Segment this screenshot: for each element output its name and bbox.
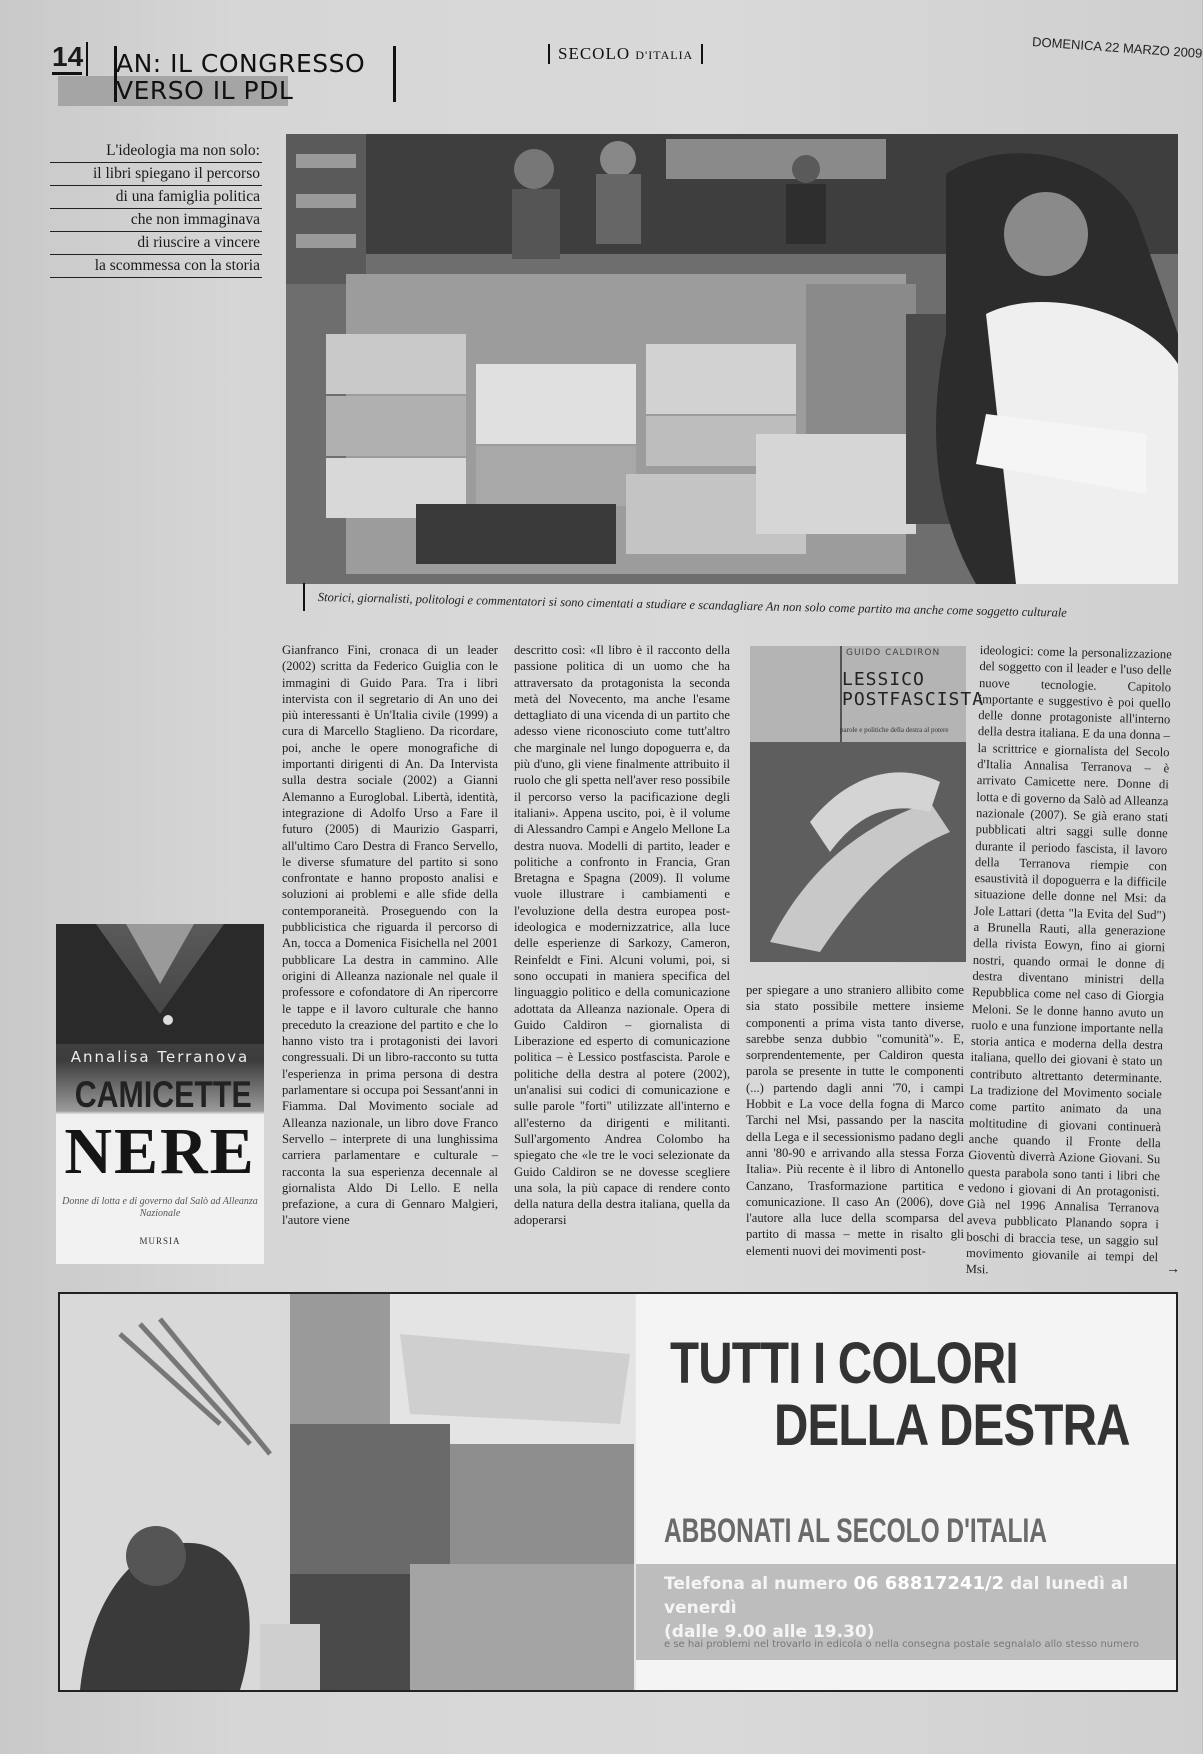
- deck: [50, 140, 262, 278]
- book-subtitle: Donne di lotta e di governo dal Salò ad Alleanza Nazionale: [62, 1196, 258, 1219]
- ad-phone-days: dal lunedì al venerdì: [664, 1574, 1129, 1618]
- book-title: [842, 670, 984, 710]
- book-title-line1: CAMICETTE: [74, 1074, 252, 1115]
- ad-phone-text: Telefona al numero: [664, 1574, 848, 1594]
- book-publisher: MURSIA: [139, 1236, 181, 1246]
- photo-caption: Storici, giornalisti, politologi e commentatori si sono cimentati a studiare e scandagliare An non solo come partito ma anche come soggetto culturale: [317, 590, 1067, 620]
- deck-line: L'ideologia ma non solo:: [50, 140, 262, 163]
- deck-line: di una famiglia politica: [50, 186, 262, 209]
- bookstore-photo: [286, 134, 1178, 584]
- book-subtitle: parole e politiche della destra al potere: [840, 726, 949, 734]
- ad-call-to-action: ABBONATI AL SECOLO D'ITALIA: [664, 1512, 1047, 1550]
- book-title-line2: NERE: [64, 1115, 256, 1188]
- book-title-line2: POSTFASCISTA: [842, 689, 985, 710]
- article-column-4: ideologici: come la personalizzazione del soggetto con il leader e l'uso delle nuove tecnologie. Capitolo importante e suggestivo è poi quello delle donne protagoniste all'interno della destra italiana. E da una donna – la scrittrice e giornalista del Secolo d'Italia Annalisa Terranova – è arrivato Camicette nere. Donne di lotta e di governo da Salò ad Alleanza nazionale (2007). Se già erano stati pubblicati altri saggi sulle donne durante il periodo fascista, il lavoro della Terranova riempie con esaustività il dopoguerra e la difficile situazione delle donne nel Msi: da Jole Lattari (detta "la Evita del Sud") a Brunella Rauti, alla generazione della rivista Eowyn, fino ai giorni nostri, quando ormai le donne di destra diventano ministri della Repubblica come nel caso di Giorgia Meloni. Se le donne hanno avuto un ruolo e una funzione importante nella storia antica e moderna della destra italiana, quello dei giovani è stato un contributo altrettanto determinante. La tradizione del Movimento sociale come partito animato da una moltitudine di giovani continuerà anche quando il Fronte della Gioventù diverrà Azione Giovani. Su questa parabola sono tanti i libri che vedono i giovani di An protagonisti. Già nel 1996 Annalisa Terranova aveva pubblicato Planando sopra i boschi di braccia tese, un saggio sul movimento giovanile ai tempi del Msi.: [965, 642, 1172, 1277]
- article-column-2: descritto così: «Il libro è il racconto della passione politica di un uomo che ha attraversato da protagonista la seconda metà del Novecento, ma anche l'esame dettagliato di una vicenda di un partito che adesso viene riconosciuto come tutt'altro che marginale nel lungo dopoguerra e, da più d'uno, gli viene finalmente attribuito il ruolo che gli spetta nell'aver reso possibile il percorso verso la pacificazione degli italiani». Appena uscito, poi, è il volume di Alessandro Campi e Angelo Mellone La destra nuova. Modelli di partito, leader e politiche a confronto in Francia, Gran Bretagna e Spagna (2009). Il volume vuole illustrare i cambiamenti e l'evoluzione della destra europea post-ideologica e modernizzatrice, alla luce delle esperienze di Sarkozy, Cameron, Reinfeldt e Fini. Alcuni volumi, poi, si sono occupati in maniera specifica del linguaggio politico e della comunicazione adottata da Alleanza nazionale. Opera di Guido Caldiron – giornalista di Liberazione ed esperto di comunicazione politica – è Lessico postfascista. Parole e politiche della destra al potere (2002), un'analisi sui codici di comunicazione e sulle parole "forti" utilizzate all'interno e all'esterno da dirigenti e militanti. Sull'argomento Andrea Colombo ha spiegato che «le tre le voci selezionate da Guido Caldiron se ne dovesse scegliere una sola, la più capace di rendere conto della natura della destra italiana, quella da adoperarsi: [514, 643, 730, 1228]
- masthead-small: D'ITALIA: [635, 48, 694, 62]
- caption-rule: [303, 583, 305, 611]
- masthead: [548, 44, 703, 64]
- ad-footnote: e se hai problemi nel trovarlo in edicola o nella consegna postale segnalalo allo stesso numero: [664, 1639, 1140, 1650]
- ad-collage: [60, 1294, 634, 1690]
- page-number: 14: [52, 42, 82, 75]
- dateline: DOMENICA 22 MARZO 2009: [1031, 34, 1203, 61]
- book-cover-art: [56, 924, 264, 1044]
- book-title-line1: LESSICO: [842, 669, 925, 690]
- book-cover-camicette-nere: [56, 924, 264, 1264]
- deck-line: di riuscire a vincere: [50, 232, 262, 255]
- ad-phone-number: 06 68817241/2: [853, 1573, 1005, 1594]
- section-title: [116, 50, 365, 104]
- article-column-3: per spiegare a uno straniero allibito come sia stato possibile mettere insieme componenti a prima vista tanto diverse, sarebbe senza dubbio "comunità"». E, sorprendentemente, per Caldiron questa parola se presente in tutte le componenti (...) partendo dagli anni '70, i campi Hobbit e La voce della fogna di Marco Tarchi nel Msi, passando per la nascita della Lega e il secessionismo padano degli anni '80-90 e arrivando alla stessa Forza Italia». Più recente è il libro di Antonello Canzano, Trasformazione partitica e comunicazione. Il caso An (2006), dove l'autore alla luce della scomparsa del partito di massa – mette in risalto gli elementi nuovi dei movimenti post-: [746, 983, 964, 1258]
- ad-phone-hours: (dalle 9.00 alle 19.30): [664, 1622, 875, 1642]
- page-number-rule: [86, 42, 88, 76]
- masthead-name: SECOLO: [558, 44, 631, 63]
- deck-line: che non immaginava: [50, 209, 262, 232]
- section-title-line2: VERSO IL PDL: [116, 76, 294, 105]
- book-author: Annalisa Terranova: [70, 1048, 250, 1066]
- article-column-1: Gianfranco Fini, cronaca di un leader (2002) scritta da Federico Guiglia con le immagini di Guido Para. Tra i libri intervista con il segretario di An uno dei più interessanti è Un'Italia civile (1999) a cura di Marcello Staglieno. Da ricordare, poi, anche le opere monografiche di importanti dirigenti di An. Da Intervista sulla destra sociale (2002) a Gianni Alemanno a Euroglobal. Libertà, identità, integrazione di Adolfo Urso a Fare il futuro (2005) di Maurizio Gasparri, all'ultimo Caro Destra di Franco Servello, le diverse sfumature del partito si sono confrontate e hanno proposto analisi e soluzioni ai problemi e alle sfide della contemporaneità. Proseguendo con la pubblicistica che riguarda il percorso di An, tocca a Domenica Fisichella nel 2001 pubblicare La destra in cammino. Alle origini di Alleanza nazionale nel quale il professore e cofondatore di An ripercorre le tappe e il lavoro culturale che hanno preceduto la creazione del partito e che lo hanno visto tra i protagonisti dei lavori congressuali. Di un libro-racconto su tutta l'esperienza in prima persona di destra parlamentare si occupa poi Sessant'anni in Fiamma. Dal Movimento sociale ad Alleanza nazionale, un libro dove Franco Servello – interprete di una lunghissima carriera parlamentare e culturale – racconta la sua esperienza decennale al giornalista Aldo Di Lello. E nella prefazione, a cura di Gennaro Malgieri, l'autore viene: [282, 643, 498, 1228]
- deck-line: il libri spiegano il percorso: [50, 163, 262, 186]
- ad-phone-info: [664, 1572, 1160, 1644]
- deck-line: la scommessa con la storia: [50, 255, 262, 278]
- book-author: GUIDO CALDIRON: [846, 648, 941, 658]
- section-title-line1: AN: IL CONGRESSO: [116, 49, 366, 78]
- subscription-ad: [58, 1292, 1178, 1692]
- book-cover-lessico-postfascista: [750, 646, 985, 962]
- ad-headline-line2: DELLA DESTRA: [774, 1393, 1130, 1458]
- continue-arrow: →: [1166, 1262, 1180, 1277]
- ad-headline-line1: TUTTI I COLORI: [670, 1331, 1018, 1396]
- book-cover-hands: [750, 742, 966, 962]
